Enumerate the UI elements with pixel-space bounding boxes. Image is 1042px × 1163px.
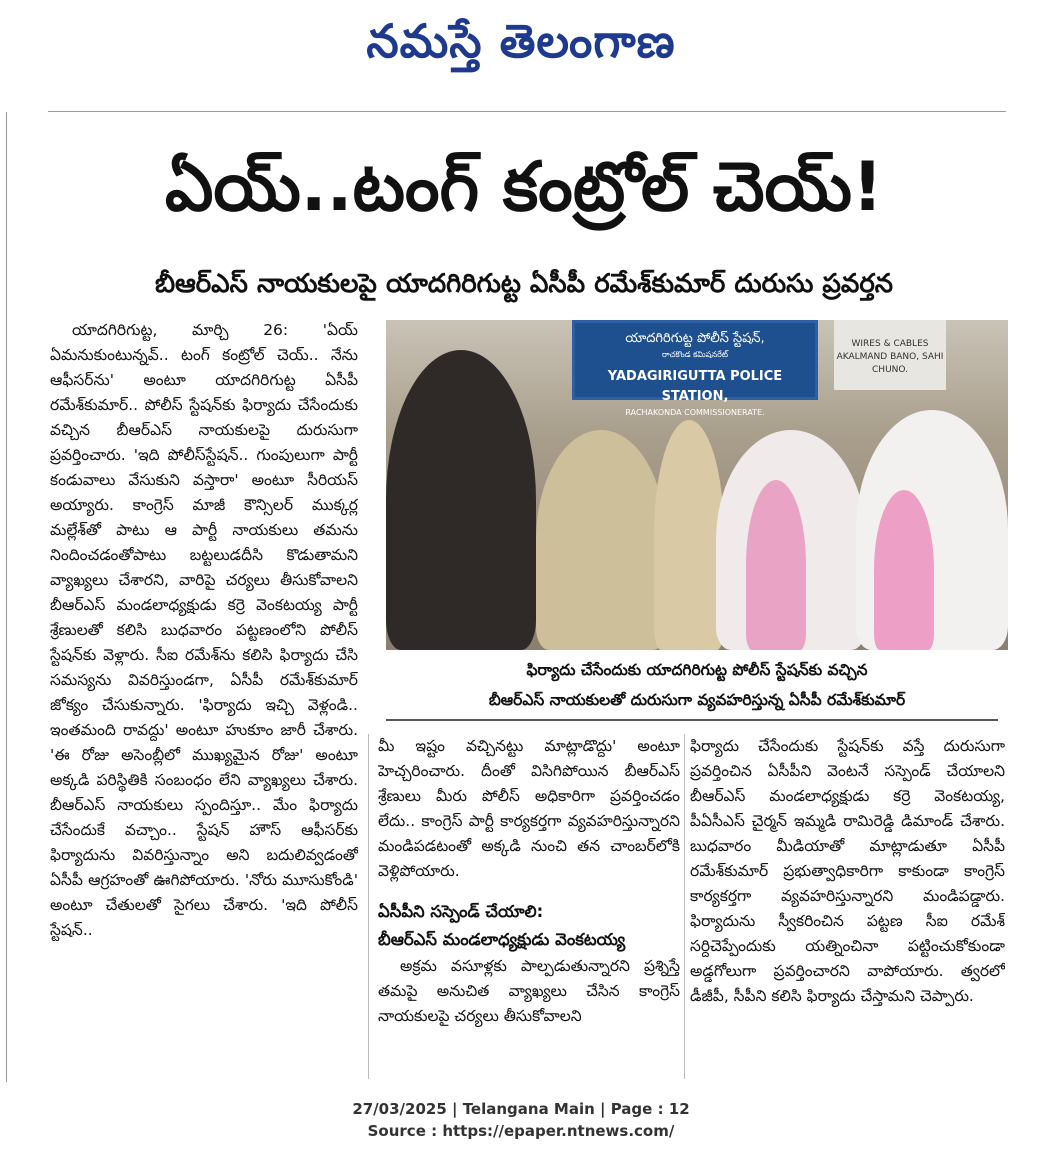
top-divider [48, 111, 1006, 112]
subsection-heading: ఏసీపీని సస్పెండ్ చేయాలి: [378, 902, 544, 921]
column-1-text: యాదగిరిగుట్ట, మార్చి 26: 'ఏయ్ ఏమనుకుంటున్నవ్.. టంగ్ కంట్రోల్ చెయ్.. నేను ఆఫీసర్‌ను' అంటూ యాదగిరిగుట్ట ఏసీపీ రమేశ్‌కుమార్.. పోలీస్ స్టేషన్‌కు ఫిర్యాదు చేసేందుకు వచ్చిన బీఆర్ఎస్ నాయకులపై దురుసుగా ప్రవర్తించారు. 'ఇది పోలీస్‌స్టేషన్.. గుంపులుగా పార్టీ కండువాలు వేసుకుని వస్తారా' అంటూ సీరియస్ అయ్యారు. కాంగ్రెస్ మాజీ కౌన్సిలర్ ముక్కర్ల మల్లేశ్‌తో పాటు ఆ పార్టీ నాయకులు తమను నిందించడంతోపాటు బట్టలుడదీసి కొడుతామని వ్యాఖ్యలు చేశారని, వారిపై చర్యలు తీసుకోవాలని బీఆర్ఎస్ మండలాధ్యక్షుడు కర్రె వెంకటయ్య పార్టీ శ్రేణులతో కలిసి బుధవారం పట్టణంలోని పోలీస్ స్టేషన్‌కు వెళ్లారు. సీఐ రమేశ్‌ను కలిసి ఫిర్యాదు చేసి సమస్యను వివరిస్తుండగా, ఏసీపీ రమేశ్‌కుమార్ జోక్యం చేసుకున్నారు. 'ఫిర్యాదు ఇచ్చి వెళ్లండి.. ఇంతమంది రావద్దు' అంటూ హుకూం జారీ చేశారు. 'ఈ రోజు అసెంబ్లీలో ముఖ్యమైన రోజు' అంటూ అక్కడి పరిస్థితికి సంబంధం లేని వ్యాఖ్యలు చేశారు. బీఆర్ఎస్ నాయకులు స్పందిస్తూ.. మేం ఫిర్యాదు చేసేందుకే వచ్చాం.. స్టేషన్ హౌస్ ఆఫీసర్‌కు ఫిర్యాదును వివరిస్తున్నాం అని బదులివ్వడంతో ఏసీపీ ఆగ్రహంతో ఊగిపోయారు. 'నోరు మూసుకోండి' అంటూ చేతులతో సైగలు చేశారు. 'ఇది పోలీస్ స్టేషన్.. [50, 321, 358, 939]
subsection-subheading: బీఆర్ఎస్ మండలాధ్యక్షుడు వెంకటయ్య [378, 930, 626, 949]
shop-sign [834, 320, 946, 390]
sign-telugu-subtext: రాచకొండ కమిషనరేట్ [661, 350, 728, 359]
photo-caption [386, 655, 1008, 717]
left-margin-rule [6, 112, 7, 1082]
caption-divider [386, 719, 998, 721]
caption-line-1: ఫిర్యాదు చేసేందుకు యాదగిరిగుట్ట పోలీస్ స్టేషన్‌కు వచ్చిన [526, 661, 868, 679]
column-divider [684, 734, 685, 1079]
news-photo [386, 320, 1008, 650]
headline: ఏయ్..టంగ్ కంట్రోల్ చెయ్! [165, 148, 883, 227]
shop-sign-text: WIRES & CABLES [851, 339, 929, 349]
sign-english-text: YADAGIRIGUTTA POLICE STATION, [607, 369, 783, 404]
footer-source-link[interactable]: Source : https://epaper.ntnews.com/ [367, 1122, 675, 1140]
caption-line-2: బీఆర్ఎస్ నాయకులతో దురుసుగా వ్యవహరిస్తున్న ఏసీపీ రమేశ్‌కుమార్ [488, 691, 906, 709]
article-column-2 [378, 734, 680, 1079]
person-figure [536, 430, 666, 650]
column-2-text: మీ ఇష్టం వచ్చినట్టు మాట్లాడొద్దు' అంటూ హెచ్చరించారు. దీంతో విసిగిపోయిన బీఆర్ఎస్ శ్రేణులు మీరు పోలీస్ అధికారిగా ప్రవర్తించడం లేదు.. కాంగ్రెస్ పార్టీ కార్యకర్తగా వ్యవహరిస్తున్నారని మండిపడటంతో అక్కడి నుంచి తన చాంబర్‌లోకి వెళ్లిపోయారు. [378, 737, 680, 880]
footer-date-line: 27/03/2025 | Telangana Main | Page : 12 [352, 1100, 690, 1118]
person-figure [746, 480, 806, 650]
police-station-sign [572, 320, 818, 417]
subheadline: బీఆర్ఎస్ నాయకులపై యాదగిరిగుట్ట ఏసీపీ రమేశ్‌కుమార్ దురుసు ప్రవర్తన [154, 269, 894, 299]
column-3-text: ఫిర్యాదు చేసేందుకు స్టేషన్‌కు వస్తే దురుసుగా ప్రవర్తించిన ఏసీపీని వెంటనే సస్పెండ్ చేయాలని బీఆర్ఎస్ మండలాధ్యక్షుడు కర్రె వెంకటయ్య, పీఏసీఎస్ చైర్మన్ ఇమ్మడి రామిరెడ్డి డిమాండ్ చేశారు. బుధవారం మీడియాతో మాట్లాడుతూ ఏసీపీ రమేశ్‌కుమార్ ప్రభుత్వాధికారిగా కాకుండా కాంగ్రెస్ కార్యకర్తగా వ్యవహరిస్తున్నారని మండిపడ్డారు. ఫిర్యాదును స్వీకరించిన పట్టణ సీఐ రమేశ్ సర్దిచెప్పేందుకు యత్నించినా పట్టించుకోకుండా అడ్డగోలుగా ప్రవర్తించారని వాపోయారు. త్వరలో డీజీపీ, సీపీని కలిసి ఫిర్యాదు చేస్తామని చెప్పారు. [690, 737, 1005, 1005]
person-figure [874, 490, 934, 650]
person-figure [654, 420, 724, 650]
masthead-logo: నమస్తే తెలంగాణ [366, 14, 676, 68]
sign-english-subtext: RACHAKONDA COMMISSIONERATE. [625, 408, 765, 417]
article-column-3 [690, 734, 1005, 1079]
person-figure [386, 350, 536, 650]
sign-telugu-text: యాదగిరిగుట్ట పోలీస్ స్టేషన్, [625, 331, 765, 346]
shop-sign-subtext: AKALMAND BANO, SAHI CHUNO. [836, 352, 944, 375]
column-2-bottom-text: అక్రమ వసూళ్లకు పాల్పడుతున్నారని ప్రశ్నిస్తే తమపై అనుచిత వ్యాఖ్యలు చేసిన కాంగ్రెస్ నాయకులపై చర్యలు తీసుకోవాలని [378, 957, 680, 1025]
column-divider [368, 734, 369, 1079]
article-column-1 [50, 318, 358, 1078]
page-footer [0, 1098, 1042, 1142]
